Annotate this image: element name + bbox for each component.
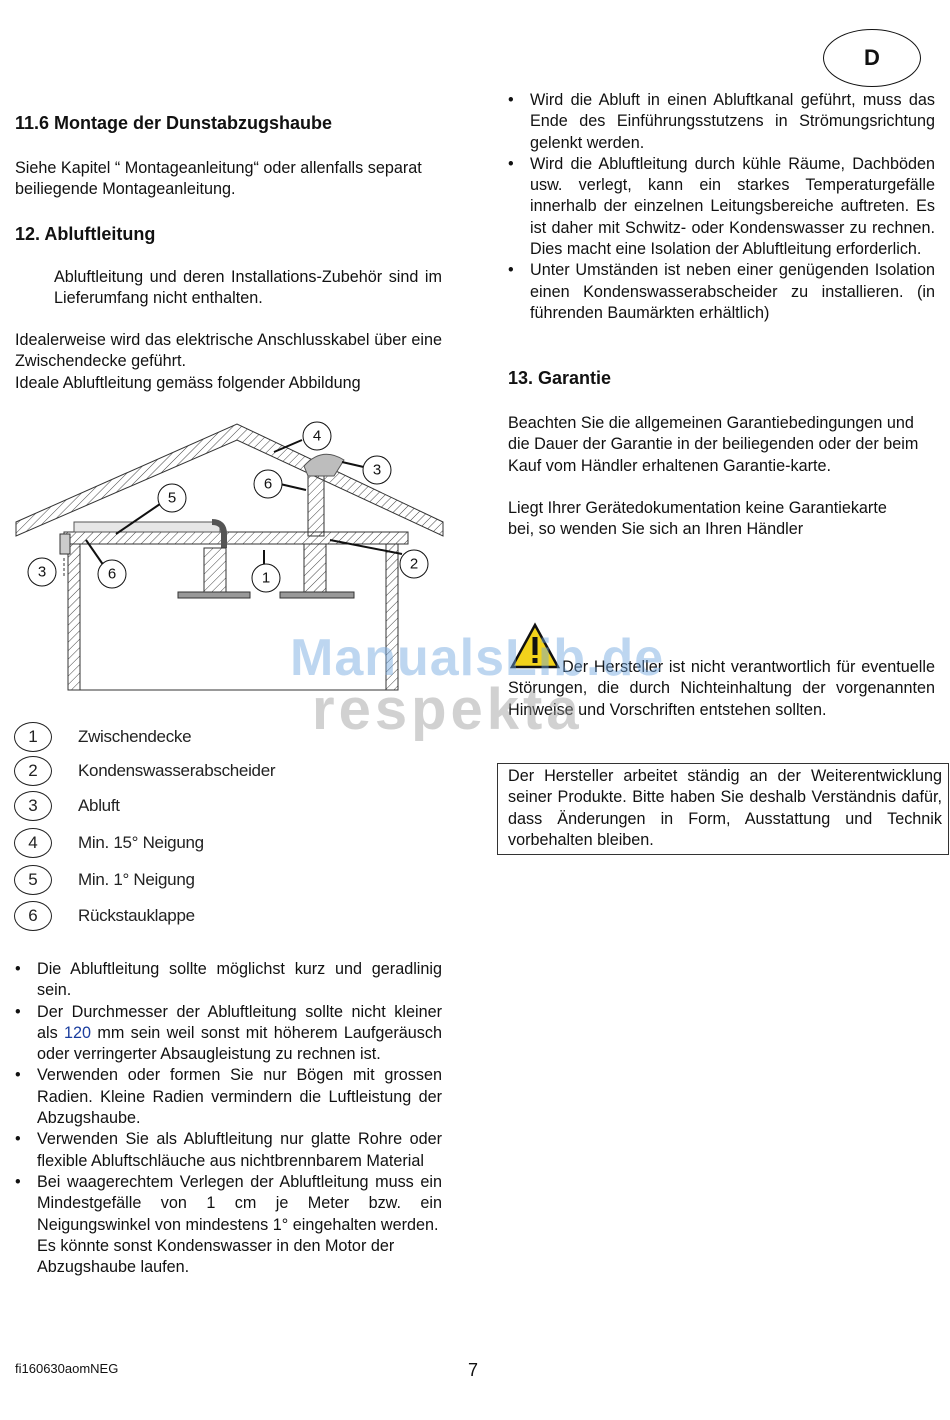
callout-1: 1	[261, 569, 271, 587]
section-12-indent-text: Abluftleitung und deren Installations-Zubehör sind im Lieferumfang nicht enthalten.	[54, 268, 442, 308]
footer-document-code: fi160630aomNEG	[15, 1361, 119, 1376]
right-bullet-1: • Wird die Abluft in einen Abluftkanal geführt, muss das Ende des Einführungsstutzens in Strömungsrichtung gelenkt werden.	[508, 90, 935, 154]
callout-3-left: 3	[37, 563, 47, 581]
left-bullet-1: • Die Abluftleitung sollte möglichst kurz und geradlinig sein.	[15, 959, 442, 1002]
section-12-text2: Ideale Abluftleitung gemäss folgender Abbildung	[15, 374, 361, 392]
section-title-12: 12. Abluftleitung	[15, 224, 156, 244]
legend-label: Abluft	[78, 796, 120, 815]
section-13-text2: Liegt Ihrer Gerätedokumentation keine Garantiekarte bei, so wenden Sie sich an Ihren Händler	[508, 499, 887, 539]
legend-item-4	[14, 827, 204, 859]
legend-number: 5	[14, 865, 52, 895]
bullet-2-text-pre: Der Durchmesser der Abluftleitung sollte nicht kleiner als	[37, 1002, 442, 1042]
callout-6-top: 6	[263, 475, 273, 493]
hood-2	[280, 592, 354, 598]
callout-2: 2	[409, 555, 419, 573]
bullet-5-continuation: Es könnte sonst Kondenswasser in den Motor der Abzugshaube laufen.	[37, 1236, 395, 1277]
intermediate-ceiling	[64, 532, 408, 544]
legend-label: Kondenswasserabscheider	[78, 761, 276, 780]
watermark-respekta: respekta	[312, 677, 583, 742]
hood-chimney-1	[204, 548, 226, 592]
section-title-11-6: 11.6 Montage der Dunstabzugshaube	[15, 113, 333, 133]
legend-item-3	[14, 790, 120, 822]
legend-item-1	[14, 721, 191, 753]
right-bullet-2: • Wird die Abluftleitung durch kühle Räume, Dachböden usw. verlegt, kann ein starkes Temperaturgefälle innerhalb der einzelnen Leitungsbereiche auftreten. Es ist daher mit Schwitz- oder Kondenswasser zu rechnen. Dies macht eine Isolation der Abluftleitung erforderlich.	[508, 154, 935, 260]
legend-item-2	[14, 755, 275, 787]
left-bullet-2	[15, 1002, 442, 1066]
legend-item-5	[14, 864, 195, 896]
hood-1	[178, 592, 250, 598]
warning-text: Der Hersteller ist nicht verantwortlich für eventuelle Störungen, die durch Nichteinhaltung der vorgenannten Hinweise und Vorschriften entstehen sollten.	[508, 658, 935, 719]
language-badge	[823, 29, 921, 87]
section-12-text1: Idealerweise wird das elektrische Anschlusskabel über eine Zwischendecke geführt.	[15, 331, 442, 371]
legend-number: 2	[14, 756, 52, 786]
bullet-2-text-post: mm sein weil sonst mit höherem Laufgeräusch oder verringerter Absaugleistung zu rechnen ist.	[37, 1023, 442, 1064]
legend-number: 3	[14, 791, 52, 821]
legend-label: Min. 1° Neigung	[78, 870, 195, 889]
legend-label: Min. 15° Neigung	[78, 833, 204, 852]
bullet-5-text: Bei waagerechtem Verlegen der Abluftleitung muss ein Mindestgefälle von 1 cm je Meter bzw. ein Neigungswinkel von mindestens 1° eingehalten werden.	[37, 1172, 442, 1234]
legend-number: 1	[14, 722, 52, 752]
left-bullet-3: • Verwenden oder formen Sie nur Bögen mit grossen Radien. Kleine Radien vermindern die Luftleistung der Abzugshaube.	[15, 1065, 442, 1129]
right-bullet-list	[508, 90, 935, 324]
roof-duct	[308, 476, 324, 536]
legend-item-6	[14, 900, 195, 932]
callout-4: 4	[312, 427, 322, 445]
page-number: 7	[468, 1360, 479, 1380]
left-wall	[68, 544, 80, 690]
left-bullet-4: • Verwenden Sie als Abluftleitung nur glatte Rohre oder flexible Abluftschläuche aus nichtbrennbarem Material	[15, 1129, 442, 1172]
section-13-text1: Beachten Sie die allgemeinen Garantiebedingungen und die Dauer der Garantie in der beiliegenden oder der beim Kauf vom Händler erhaltenen Garantie-karte.	[508, 414, 919, 475]
callout-3-right: 3	[372, 461, 382, 479]
legend-number: 6	[14, 901, 52, 931]
hood-chimney-2	[304, 544, 326, 592]
wall-outlet	[60, 534, 70, 554]
left-bullet-5	[15, 1172, 442, 1278]
legend-number: 4	[14, 828, 52, 858]
watermark-manualslib: ManualsLib.de	[290, 629, 665, 687]
legend-label: Zwischendecke	[78, 727, 192, 746]
right-bullet-3: • Unter Umständen ist neben einer genügenden Isolation einen Kondenswasserabscheider zu installieren. (in führenden Baumärkten erhältlich)	[508, 260, 935, 324]
callout-5: 5	[167, 489, 177, 507]
section-title-13: 13. Garantie	[508, 368, 612, 388]
language-label: D	[864, 45, 880, 70]
left-bullet-list	[15, 959, 442, 1278]
notice-box: Der Hersteller arbeitet ständig an der Weiterentwicklung seiner Produkte. Bitte haben Sie deshalb Verständnis dafür, dass Änderungen in Form, Ausstattung und Technik vorbehalten bleiben.	[497, 763, 949, 855]
bullet-2-diameter-value: 120	[64, 1023, 92, 1042]
horizontal-duct	[74, 522, 220, 532]
callout-6-left: 6	[107, 565, 117, 583]
section-text-11-6: Siehe Kapitel “ Montageanleitung“ oder allenfalls separat beiliegende Montageanleitung.	[15, 159, 422, 199]
legend-label: Rückstauklappe	[78, 906, 195, 925]
